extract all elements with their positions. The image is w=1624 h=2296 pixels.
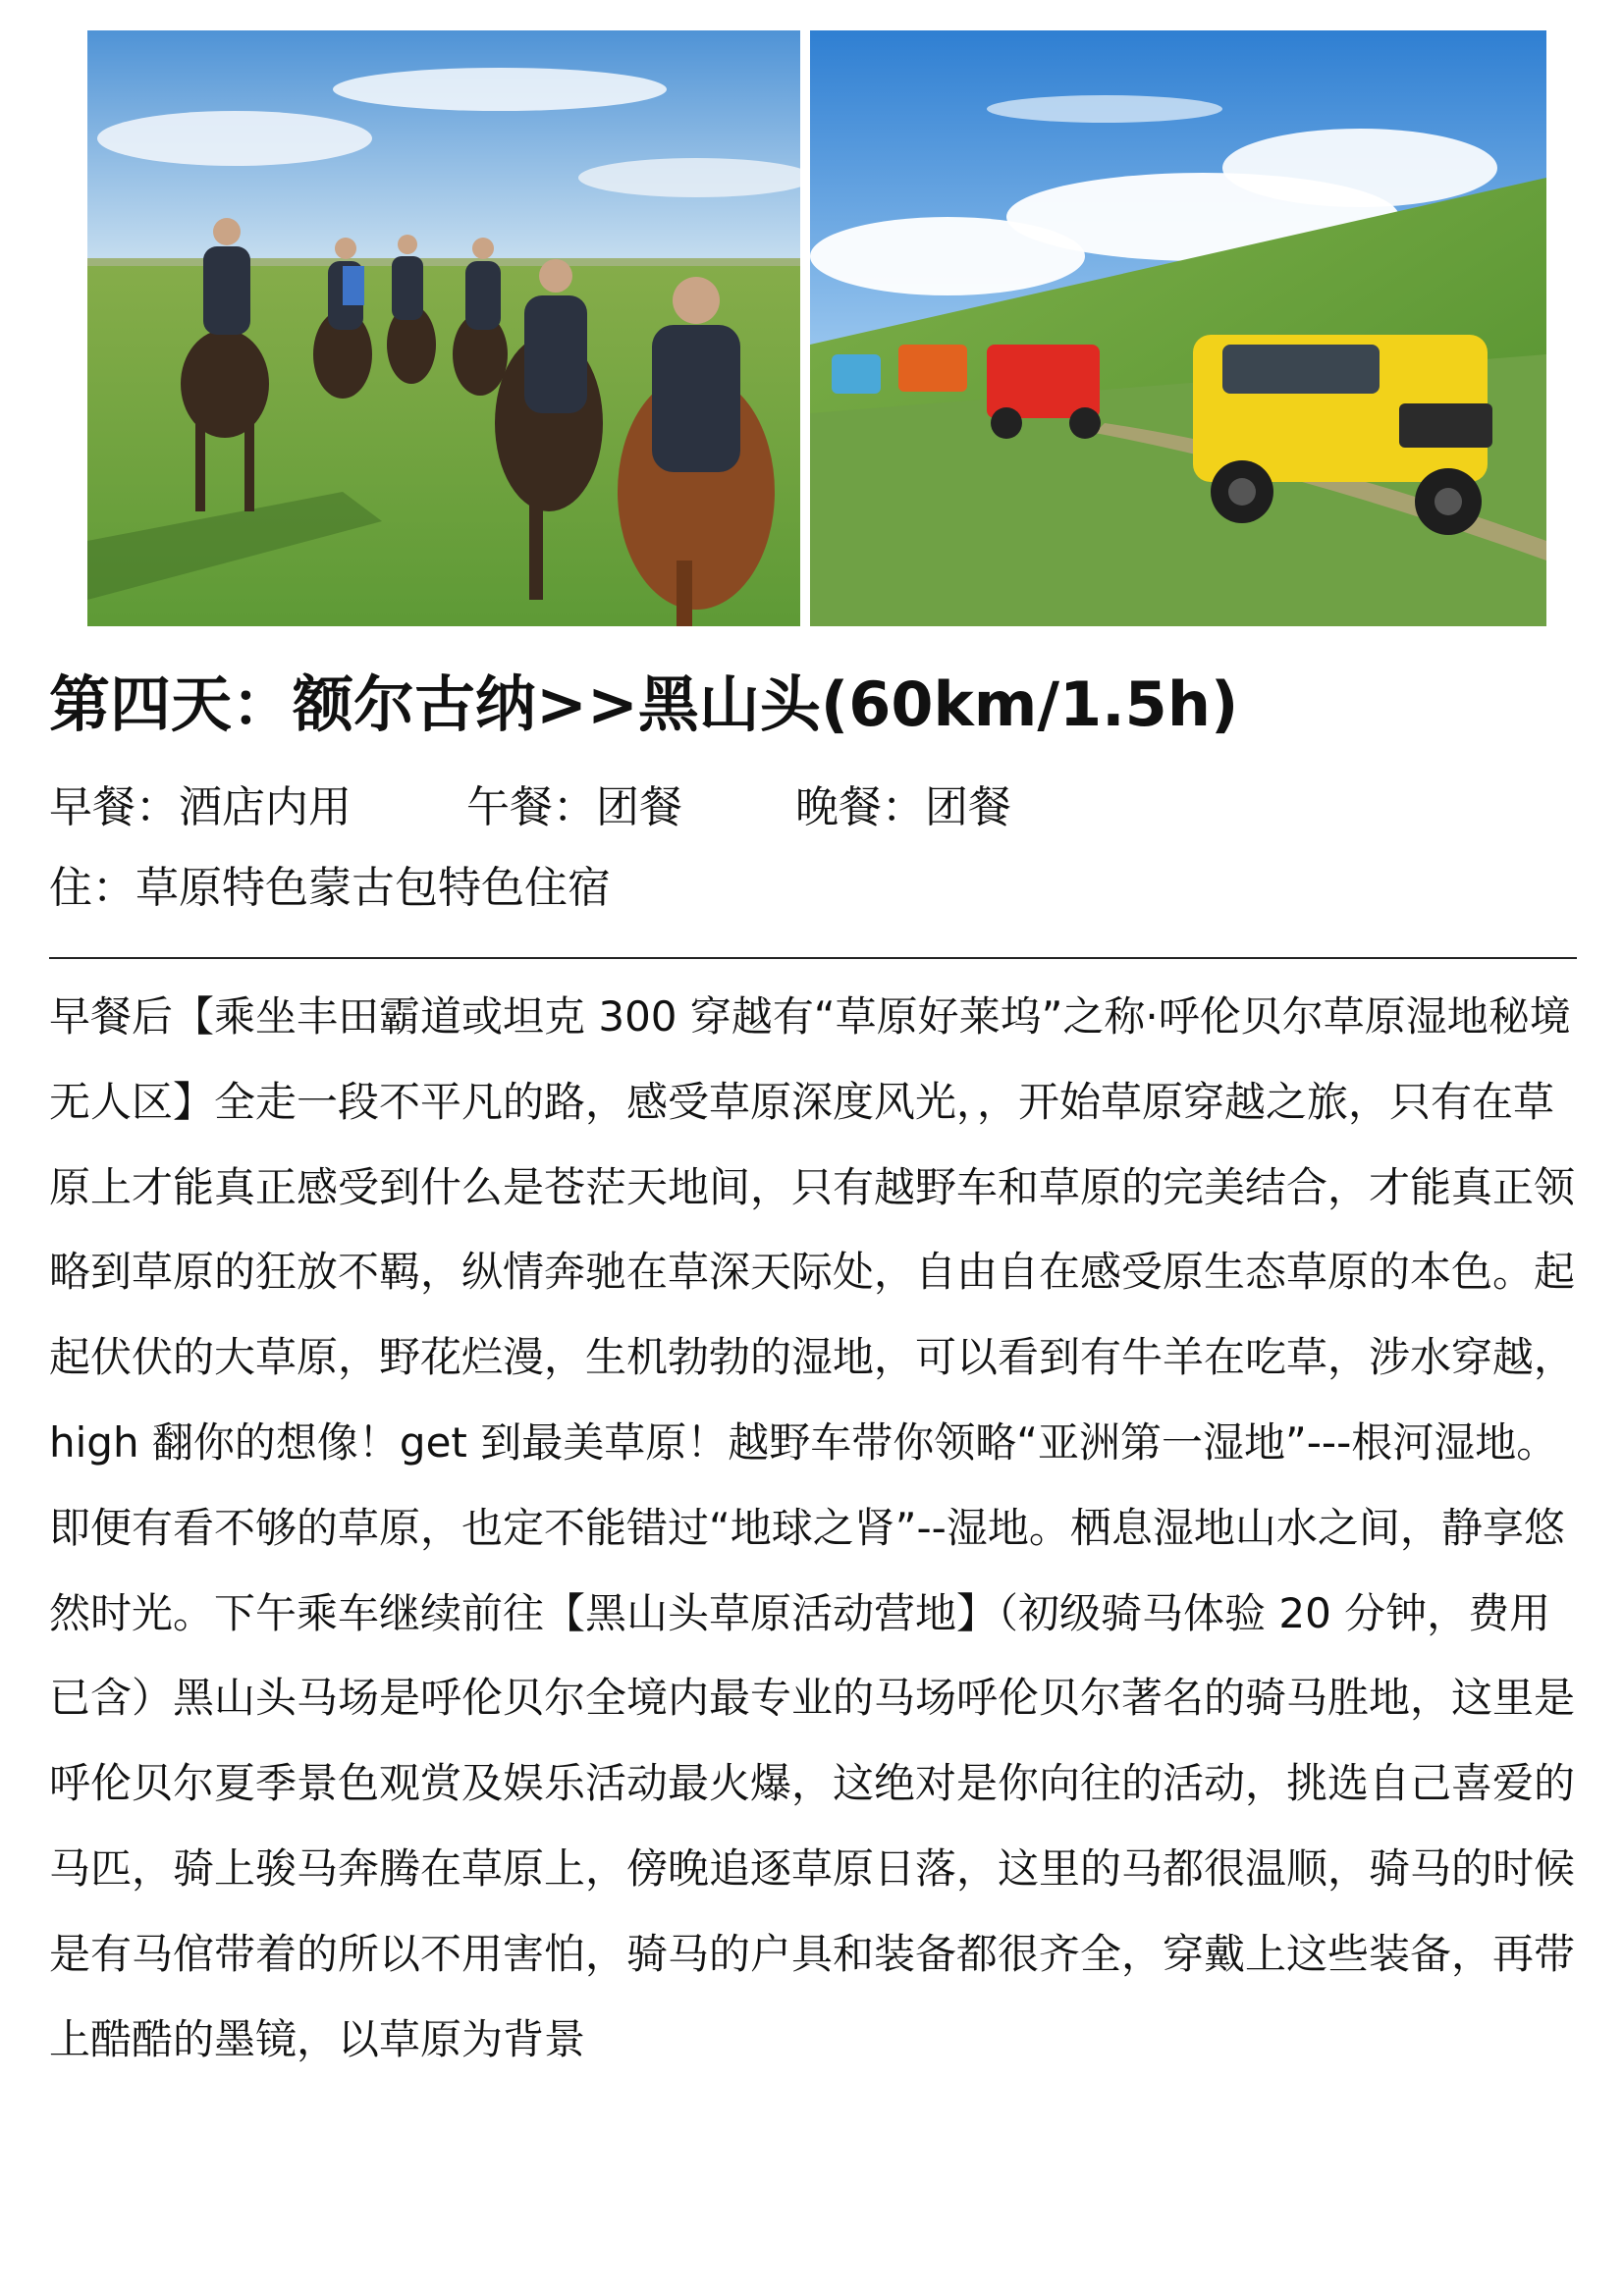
day-title: 第四天：额尔古纳>>黑山头(60km/1.5h) xyxy=(49,668,1239,740)
horseback-riding-image xyxy=(87,30,800,626)
horseback-riding-photo xyxy=(87,30,800,626)
itinerary-description: 早餐后【乘坐丰田霸道或坦克 300 穿越有“草原好莱坞”之称·呼伦贝尔草原湿地秘境无人区】全走一段不平凡的路，感受草原深度风光，，开始草原穿越之旅，只有在草原上才能真正感受到什么是苍茫天地间，只有越野车和草原的完美结合，才能真正领略到草原的狂放不羁，纵情奔驰在草深天际处，自由自在感受原生态草原的本色。起起伏伏的大草原，野花烂漫，生机勃勃的湿地，可以看到有牛羊在吃草，涉水穿越，high 翻你的想像！get 到最美草原！越野车带你领略“亚洲第一湿地”---根河湿地。即便有看不够的草原，也定不能错过“地球之肾”--湿地。栖息湿地山水之间，静享悠然时光。下午乘车继续前往【黑山头草原活动营地】（初级骑马体验 20 分钟，费用已含）黑山头马场是呼伦贝尔全境内最专业的马场呼伦贝尔著名的骑马胜地，这里是呼伦贝尔夏季景色观赏及娱乐活动最火爆，这绝对是你向往的活动，挑选自己喜爱的马匹，骑上骏马奔腾在草原上，傍晚追逐草原日落，这里的马都很温顺，骑马的时候是有马倌带着的所以不用害怕，骑马的户具和装备都很齐全，穿戴上这些装备，再带上酷酷的墨镜，以草原为背景 xyxy=(49,992,1576,2063)
breakfast-info: 早餐：酒店内用 xyxy=(49,782,352,832)
lodging-info: 住：草原特色蒙古包特色住宿 xyxy=(49,863,611,913)
lunch-info: 午餐：团餐 xyxy=(466,782,682,832)
offroad-vehicles-image xyxy=(810,30,1546,626)
dinner-info: 晚餐：团餐 xyxy=(795,782,1011,832)
offroad-vehicles-photo xyxy=(810,30,1546,626)
section-divider xyxy=(49,957,1577,959)
